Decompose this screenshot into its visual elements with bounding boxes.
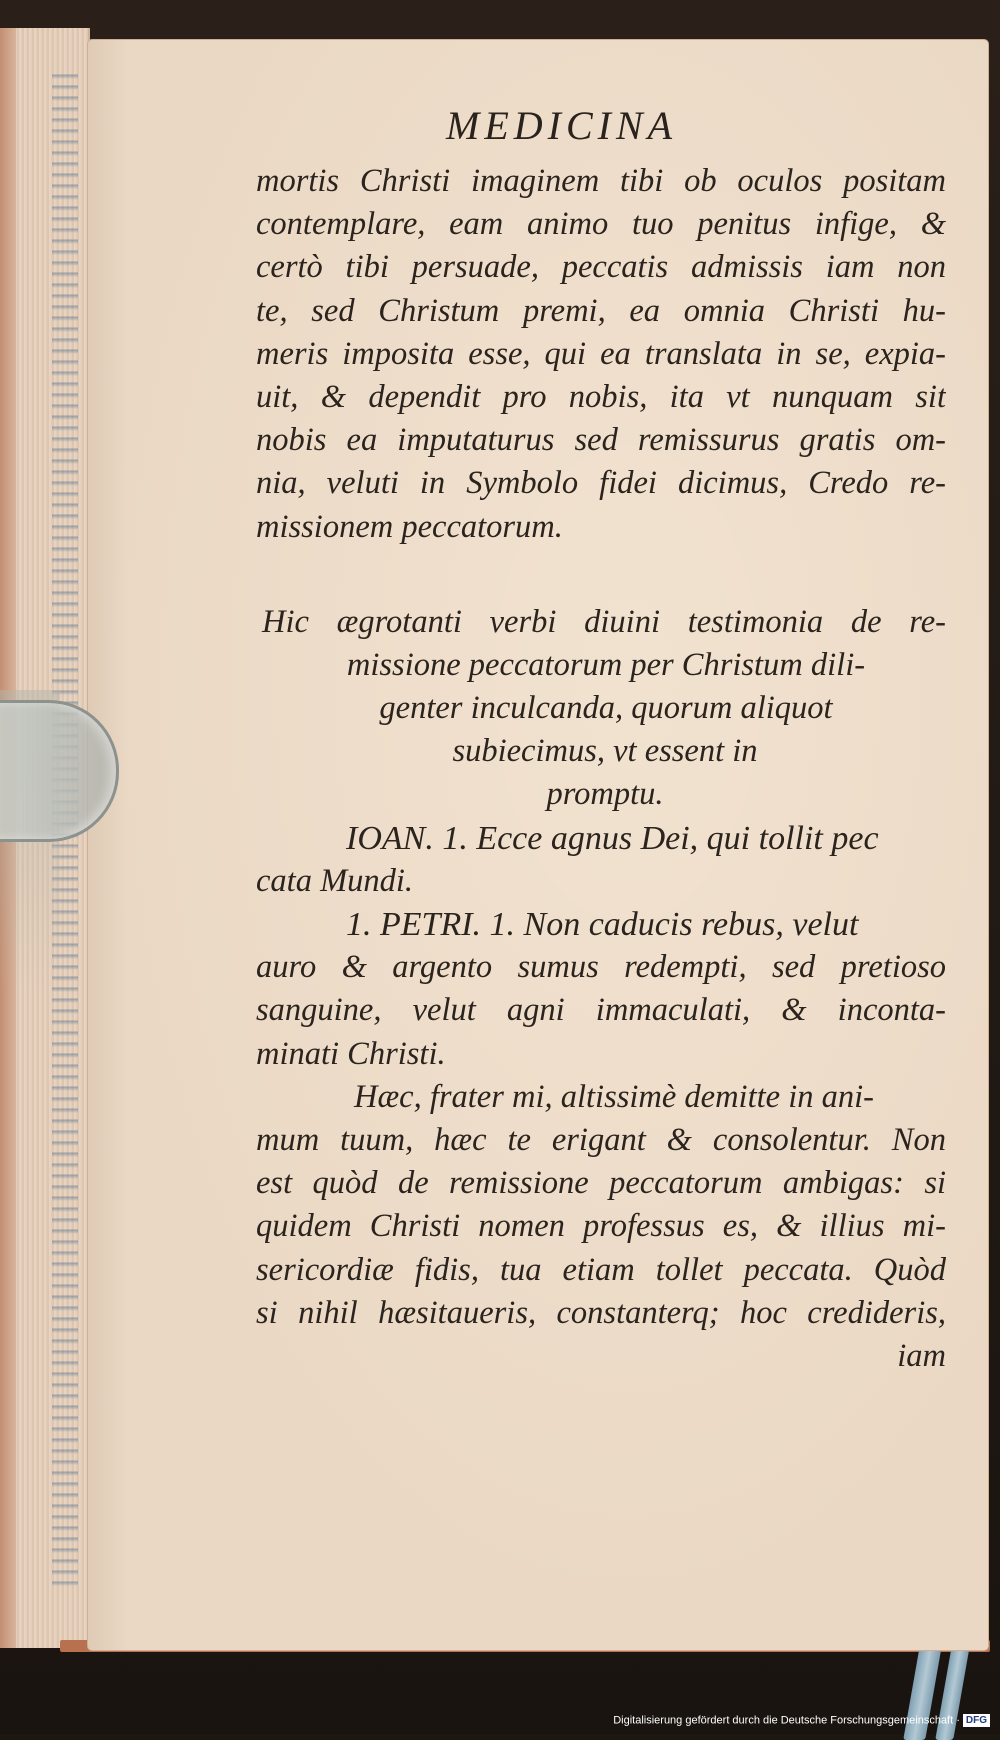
body-line: missionem peccatorum. [256,508,563,545]
body-line: certò tibi persuade, peccatis admissis iam non [256,249,946,286]
running-head: MEDICINA [446,103,678,148]
closing-line: Hæc, frater mi, altissimè demitte in ani- [354,1078,874,1115]
heading-line: Hic ægrotanti verbi diuini testimonia de re- [262,603,946,640]
closing-line: si nihil hæsitaueris, constanterq; hoc credideris, [256,1294,946,1331]
dfg-logo: DFG [963,1714,990,1727]
body-line: contemplare, eam animo tuo penitus infige, & [256,206,946,243]
heading-line: missione peccatorum per Christum dili- [346,646,866,683]
quote-line: 1. PETRI. 1. Non caducis rebus, velut [346,906,859,943]
heading-line: promptu. [546,776,664,813]
closing-line: mum tuum, hæc te erigant & consolentur. Non [256,1121,946,1158]
quote-line: minati Christi. [256,1035,446,1072]
closing-line: quidem Christi nomen professus es, & illius mi- [256,1208,946,1245]
section-gap [256,549,946,601]
text-block [256,160,946,1378]
quote-line: sanguine, velut agni immaculati, & inconta- [256,992,946,1029]
body-line: mortis Christi imaginem tibi ob oculos positam [256,163,946,199]
body-line: nobis ea imputaturus sed remissurus gratis om- [256,422,946,459]
heading-line: subiecimus, vt essent in [452,733,758,770]
body-line: te, sed Christum premi, ea omnia Christi hu- [256,292,946,329]
heading-line: genter inculcanda, quorum aliquot [379,690,833,727]
body-line: meris imposita esse, qui ea translata in se, expia- [256,335,946,372]
quote-line: cata Mundi. [256,862,414,899]
digitization-credit [613,1714,990,1727]
body-line: uit, & dependit pro nobis, ita vt nunquam sit [256,378,946,415]
body-line: nia, veluti in Symbolo fidei dicimus, Credo re- [256,465,946,502]
quote-line: auro & argento sumus redempti, sed pretioso [256,949,946,986]
quote-line: IOAN. 1. Ecce agnus Dei, qui tollit pec [346,819,879,857]
catchword: iam [897,1337,946,1374]
credit-text: Digitalisierung gefördert durch die Deutsche Forschungsgemeinschaft · [613,1714,960,1727]
closing-line: sericordiæ fidis, tua etiam tollet peccata. Quòd [256,1251,946,1288]
closing-line: est quòd de remissione peccatorum ambigas: si [256,1165,946,1202]
